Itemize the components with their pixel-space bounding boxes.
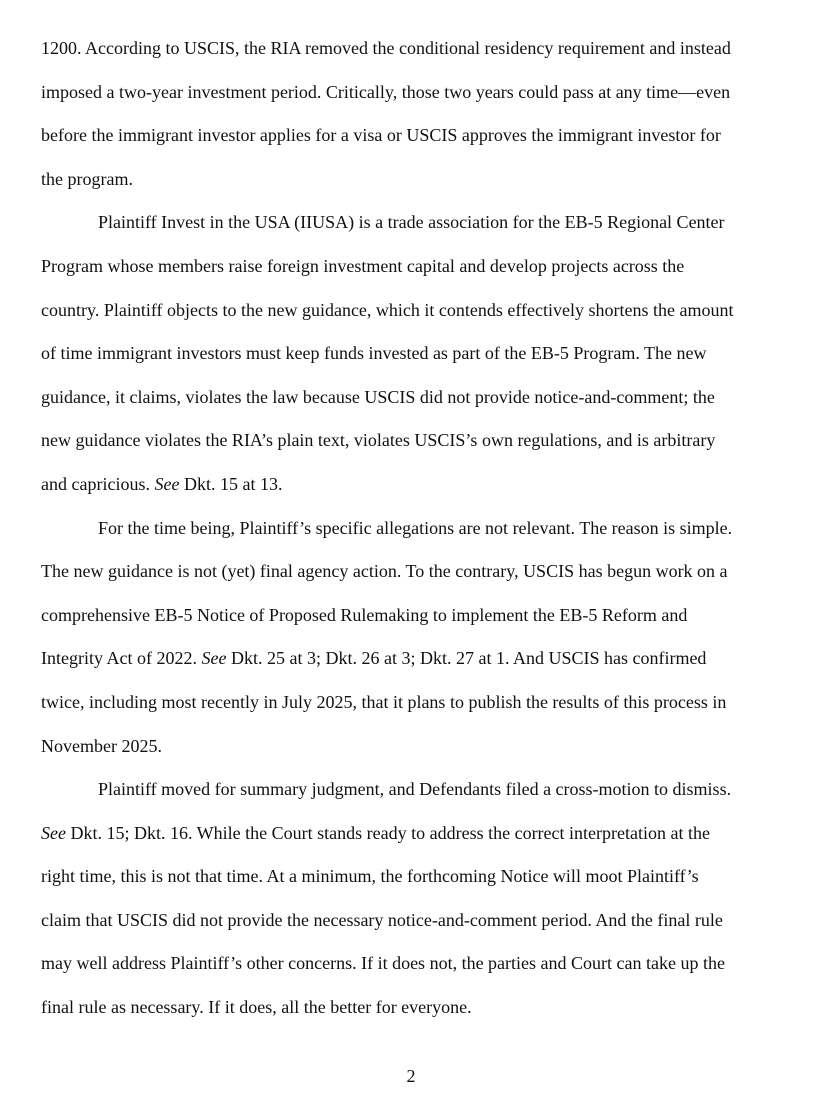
text-segment: Dkt. 15 at 13. <box>179 473 283 494</box>
text-line <box>41 550 781 594</box>
text-line <box>41 942 781 986</box>
text-segment: may well address Plaintiff’s other concerns. If it does not, the parties and Court can take up the <box>41 953 725 974</box>
text-line <box>41 419 781 463</box>
text-line <box>41 899 781 943</box>
text-segment: right time, this is not that time. At a minimum, the forthcoming Notice will moot Plaintiff’s <box>41 866 699 887</box>
document-body <box>41 27 781 1030</box>
text-segment: Integrity Act of 2022. <box>41 648 202 669</box>
text-line <box>41 245 781 289</box>
text-line <box>41 812 781 856</box>
paragraph <box>41 201 781 506</box>
text-segment: claim that USCIS did not provide the necessary notice-and-comment period. And the final rule <box>41 909 723 930</box>
text-segment: imposed a two-year investment period. Critically, those two years could pass at any time—even <box>41 81 731 102</box>
text-segment: Dkt. 15; Dkt. 16. While the Court stands ready to address the correct interpretation at the <box>65 822 710 843</box>
paragraph <box>41 27 781 201</box>
text-line <box>41 681 781 725</box>
text-segment: Dkt. 25 at 3; Dkt. 26 at 3; Dkt. 27 at 1. And USCIS has confirmed <box>226 648 707 669</box>
paragraph <box>41 768 781 1030</box>
text-segment: final rule as necessary. If it does, all the better for everyone. <box>41 997 472 1018</box>
text-line <box>41 71 781 115</box>
text-segment: the program. <box>41 168 133 189</box>
text-line <box>41 768 781 812</box>
citation-signal: See <box>154 473 180 494</box>
text-segment: before the immigrant investor applies for a visa or USCIS approves the immigrant investor for <box>41 125 721 146</box>
text-line <box>41 201 781 245</box>
text-line <box>41 855 781 899</box>
text-segment: country. Plaintiff objects to the new guidance, which it contends effectively shortens the amount <box>41 299 734 320</box>
text-line <box>41 376 781 420</box>
text-segment: comprehensive EB-5 Notice of Proposed Rulemaking to implement the EB-5 Reform and <box>41 604 688 625</box>
text-segment: of time immigrant investors must keep funds invested as part of the EB-5 Program. The new <box>41 343 707 364</box>
text-line <box>41 725 781 769</box>
text-line <box>41 507 781 551</box>
text-segment: new guidance violates the RIA’s plain text, violates USCIS’s own regulations, and is arbitrary <box>41 430 716 451</box>
text-segment: Program whose members raise foreign investment capital and develop projects across the <box>41 255 685 276</box>
text-segment: guidance, it claims, violates the law because USCIS did not provide notice-and-comment; the <box>41 386 715 407</box>
text-line <box>41 114 781 158</box>
text-segment: Plaintiff Invest in the USA (IIUSA) is a trade association for the EB-5 Regional Center <box>98 212 725 233</box>
text-segment: The new guidance is not (yet) final agency action. To the contrary, USCIS has begun work on a <box>41 561 728 582</box>
text-segment: For the time being, Plaintiff’s specific allegations are not relevant. The reason is simple. <box>98 517 733 538</box>
text-segment: Plaintiff moved for summary judgment, and Defendants filed a cross-motion to dismiss. <box>98 779 732 800</box>
text-segment: 1200. According to USCIS, the RIA removed the conditional residency requirement and instead <box>41 38 731 58</box>
text-line <box>41 637 781 681</box>
text-segment: twice, including most recently in July 2025, that it plans to publish the results of this process in <box>41 691 727 712</box>
text-line <box>41 332 781 376</box>
citation-signal: See <box>201 648 227 669</box>
citation-signal: See <box>41 822 66 843</box>
page-number: 2 <box>406 1066 416 1086</box>
paragraph <box>41 507 781 769</box>
text-segment: and capricious. <box>41 473 155 494</box>
text-line <box>41 289 781 333</box>
text-line <box>41 27 781 71</box>
text-segment: November 2025. <box>41 735 162 756</box>
text-line <box>41 986 781 1030</box>
text-line <box>41 594 781 638</box>
text-line <box>41 463 781 507</box>
text-line <box>41 158 781 202</box>
